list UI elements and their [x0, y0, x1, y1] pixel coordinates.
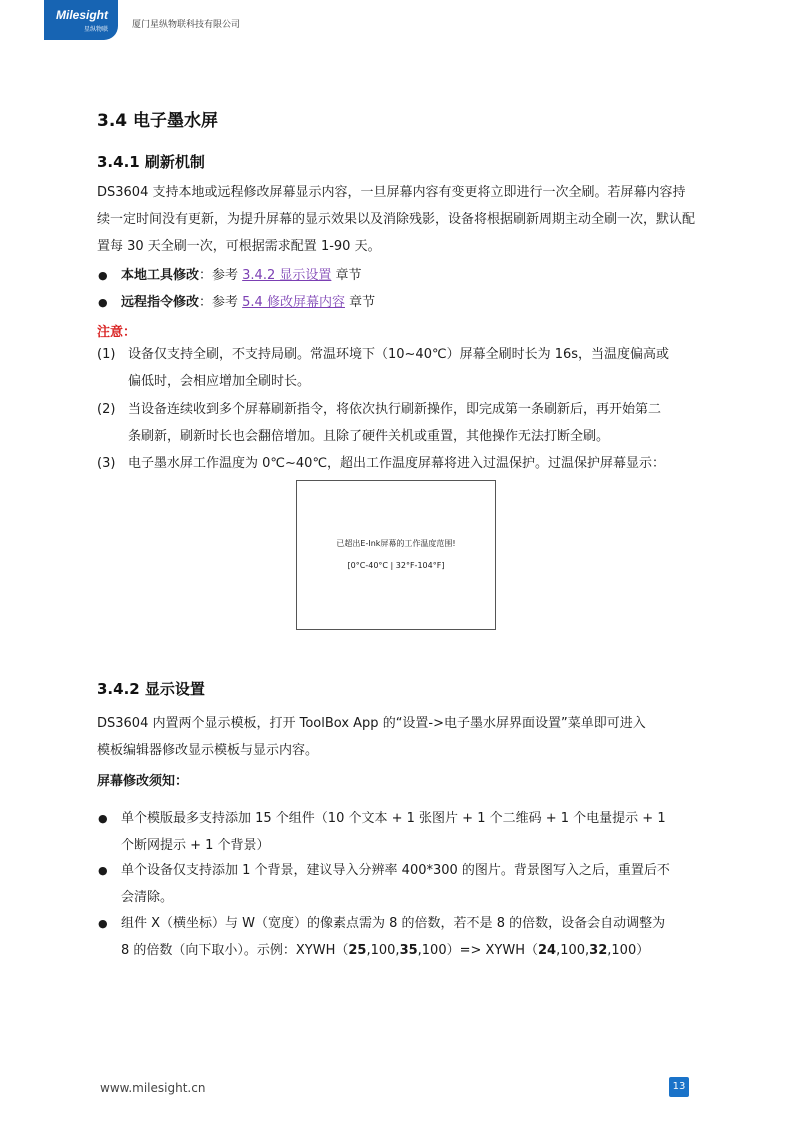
note-1-line1: 设备仅支持全刷，不支持局刷。常温环境下（10~40℃）屏幕全刷时长为 16s，当温度偏高或	[128, 347, 670, 362]
section-title: 3.4 电子墨水屏	[97, 111, 219, 131]
page-number: 13	[669, 1077, 689, 1097]
subsection-title-refresh: 3.4.1 刷新机制	[97, 153, 205, 171]
bullet-dot: ●	[98, 864, 108, 877]
notice-label: 屏幕修改须知：	[97, 774, 189, 789]
subsection-title-display: 3.4.2 显示设置	[97, 680, 205, 698]
display-para-line1: DS3604 内置两个显示模板，打开 ToolBox App 的“设置->电子墨水屏界面设置”菜单即可进入	[97, 716, 646, 731]
company-logo	[44, 0, 118, 40]
display-para-line2: 模板编辑器修改显示模板与显示内容。	[97, 743, 319, 758]
bullet-dot: ●	[98, 917, 108, 930]
item-1-line2: 个断网提示 + 1 个背景）	[121, 838, 270, 853]
logo-sub: 星纵物联	[84, 26, 109, 33]
item-1-line1: 单个模版最多支持添加 15 个组件（10 个文本 + 1 张图片 + 1 个二维码 + 1 个电量提示 + 1	[121, 811, 666, 826]
bullet-dot: ●	[98, 812, 108, 825]
link-modify-screen[interactable]: 5.4 修改屏幕内容	[242, 295, 345, 310]
note-2-line1: 当设备连续收到多个屏幕刷新指令，将依次执行刷新操作，即完成第一条刷新后，再开始第二	[128, 402, 662, 417]
note-label: 注意：	[97, 325, 137, 340]
overheat-message: 已超出E-Ink屏幕的工作温度范围!	[336, 539, 456, 548]
footer-url[interactable]: www.milesight.cn	[100, 1081, 206, 1095]
bullet-remote-cmd: 远程指令修改：参考 5.4 修改屏幕内容 章节	[121, 295, 376, 310]
item-3-line2: 8 的倍数（向下取小）。示例：XYWH（25,100,35,100）=> XYWH（24,100,32,100）	[121, 943, 650, 958]
bullet-local-tool: 本地工具修改：参考 3.4.2 显示设置 章节	[121, 268, 362, 283]
note-3-line1: 电子墨水屏工作温度为 0℃~40℃，超出工作温度屏幕将进入过温保护。过温保护屏幕显示：	[128, 456, 666, 471]
bullet-dot: ●	[98, 296, 108, 309]
note-number: (3)	[97, 456, 116, 471]
item-2-line1: 单个设备仅支持添加 1 个背景，建议导入分辨率 400*300 的图片。背景图写入之后，重置后不	[121, 863, 670, 878]
bullet-dot: ●	[98, 269, 108, 282]
note-number: (1)	[97, 347, 116, 362]
logo-name: Milesight	[56, 8, 109, 22]
note-2-line2: 条刷新，刷新时长也会翻倍增加。且除了硬件关机或重置，其他操作无法打断全刷。	[128, 429, 610, 444]
note-number: (2)	[97, 402, 116, 417]
item-2-line2: 会清除。	[121, 890, 174, 905]
company-name: 厦门星纵物联科技有限公司	[132, 20, 241, 30]
link-display-settings[interactable]: 3.4.2 显示设置	[242, 268, 332, 283]
overheat-screen-preview	[296, 480, 496, 630]
overheat-range: [0°C-40°C | 32°F-104°F]	[347, 561, 445, 570]
refresh-paragraph: DS3604 支持本地或远程修改屏幕显示内容，一旦屏幕内容有变更将立即进行一次全刷。若屏幕内容持续一定时间没有更新，为提升屏幕的显示效果以及消除残影，设备将根据刷新周期主动全刷一次，默认配置每 30 天全刷一次，可根据需求配置 1-90 天。	[97, 185, 696, 254]
note-1-line2: 偏低时，会相应增加全刷时长。	[128, 374, 311, 389]
item-3-line1: 组件 X（横坐标）与 W（宽度）的像素点需为 8 的倍数，若不是 8 的倍数，设备会自动调整为	[121, 916, 666, 931]
